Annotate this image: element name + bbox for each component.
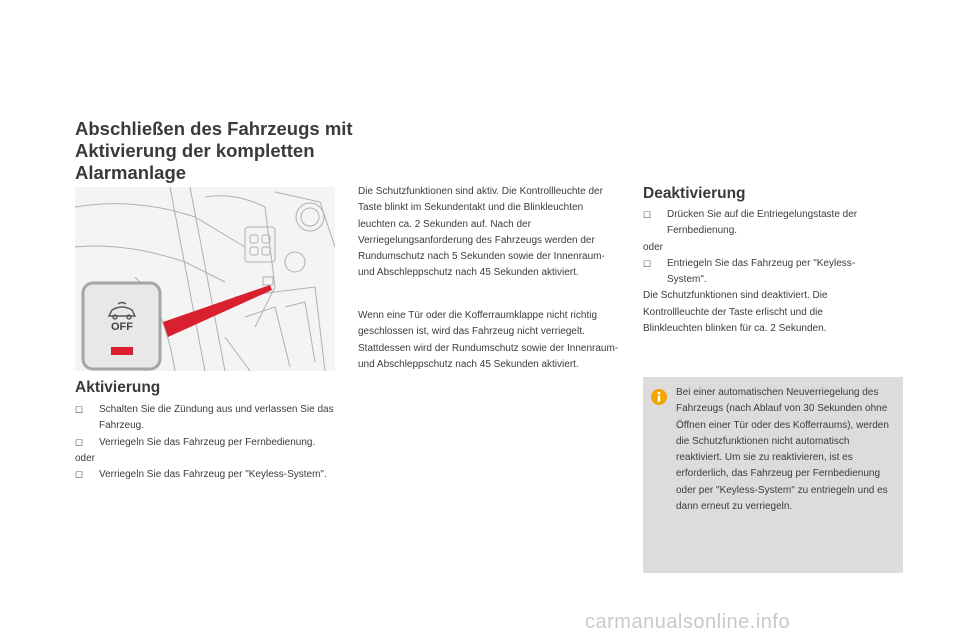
indicator-light: [111, 347, 133, 355]
deaktivierung-steps: [643, 207, 883, 337]
step-text: Verriegeln Sie das Fahrzeug per Fernbedienung.: [99, 436, 316, 448]
info-icon: [651, 389, 667, 405]
deaktivierung-heading: Deaktivierung: [643, 185, 746, 202]
or-label: oder: [75, 452, 96, 464]
step-text: Drücken Sie auf die Entriegelungstaste der Fernbedienung.: [667, 209, 858, 237]
or-label: oder: [643, 241, 664, 253]
page-title: Abschließen des Fahrzeugs mit Aktivierung der kompletten Alarmanlage: [75, 118, 353, 183]
step-text: Entriegeln Sie das Fahrzeug per "Keyless-System".: [667, 257, 856, 286]
status-paragraph: Die Schutzfunktionen sind aktiv. Die Kontrollleuchte der Taste blinkt im Sekundentakt und die Blinkleuchten leuchten ca. 2 Sekunden auf. Nach der Verriegelungsanforderung des Fahrzeugs werden der Rundumschutz nach 5 Sekunden sowie der Innenraum- und Abschleppschutz nach 45 Sekunden aktiviert.: [358, 186, 605, 279]
result-text: Die Schutzfunktionen sind deaktiviert. Die Kontrollleuchte der Taste erlischt und die Blinkleuchten blinken für ca. 2 Sekunden.: [643, 290, 828, 335]
aktivierung-steps: [75, 402, 345, 483]
dashboard-drawing: [75, 187, 335, 371]
door-paragraph: Wenn eine Tür oder die Kofferraumklappe nicht richtig geschlossen ist, wird das Fahrzeug nicht verriegelt. Stattdessen wird der Rundumschutz sowie der Innenraum- und Abschleppschutz nach 45 Sekunden aktiviert.: [358, 310, 619, 370]
aktivierung-heading: Aktivierung: [75, 379, 161, 396]
list-item: ☐ Schalten Sie die Zündung aus und verlassen Sie das Fahrzeug.: [75, 404, 334, 432]
dashboard-illustration: [75, 187, 335, 371]
info-text: Bei einer automatischen Neuverriegelung des Fahrzeugs (nach Ablauf von 30 Sekunden ohne Öffnen einer Tür oder des Kofferraums), werden die Schutzfunktionen nicht automatisch reaktiviert. Um sie zu reaktivieren, ist es erforderlich, das Fahrzeug per Fernbedienung oder per "Keyless-System" zu entriegeln und es dann erneut zu verriegeln.: [676, 387, 889, 513]
off-button-label: OFF: [111, 321, 133, 333]
list-item: ☐ Entriegeln Sie das Fahrzeug per "Keyless-System".: [643, 257, 856, 286]
list-item: ☐ Verriegeln Sie das Fahrzeug per "Keyless-System".: [75, 469, 327, 481]
step-text: Verriegeln Sie das Fahrzeug per "Keyless-System".: [99, 469, 327, 481]
footer-watermark: carmanualsonline.info: [585, 611, 791, 633]
step-text: Schalten Sie die Zündung aus und verlassen Sie das Fahrzeug.: [99, 404, 334, 432]
list-item: ☐ Verriegeln Sie das Fahrzeug per Fernbedienung.: [75, 436, 316, 448]
list-item: ☐ Drücken Sie auf die Entriegelungstaste der Fernbedienung.: [643, 209, 858, 237]
